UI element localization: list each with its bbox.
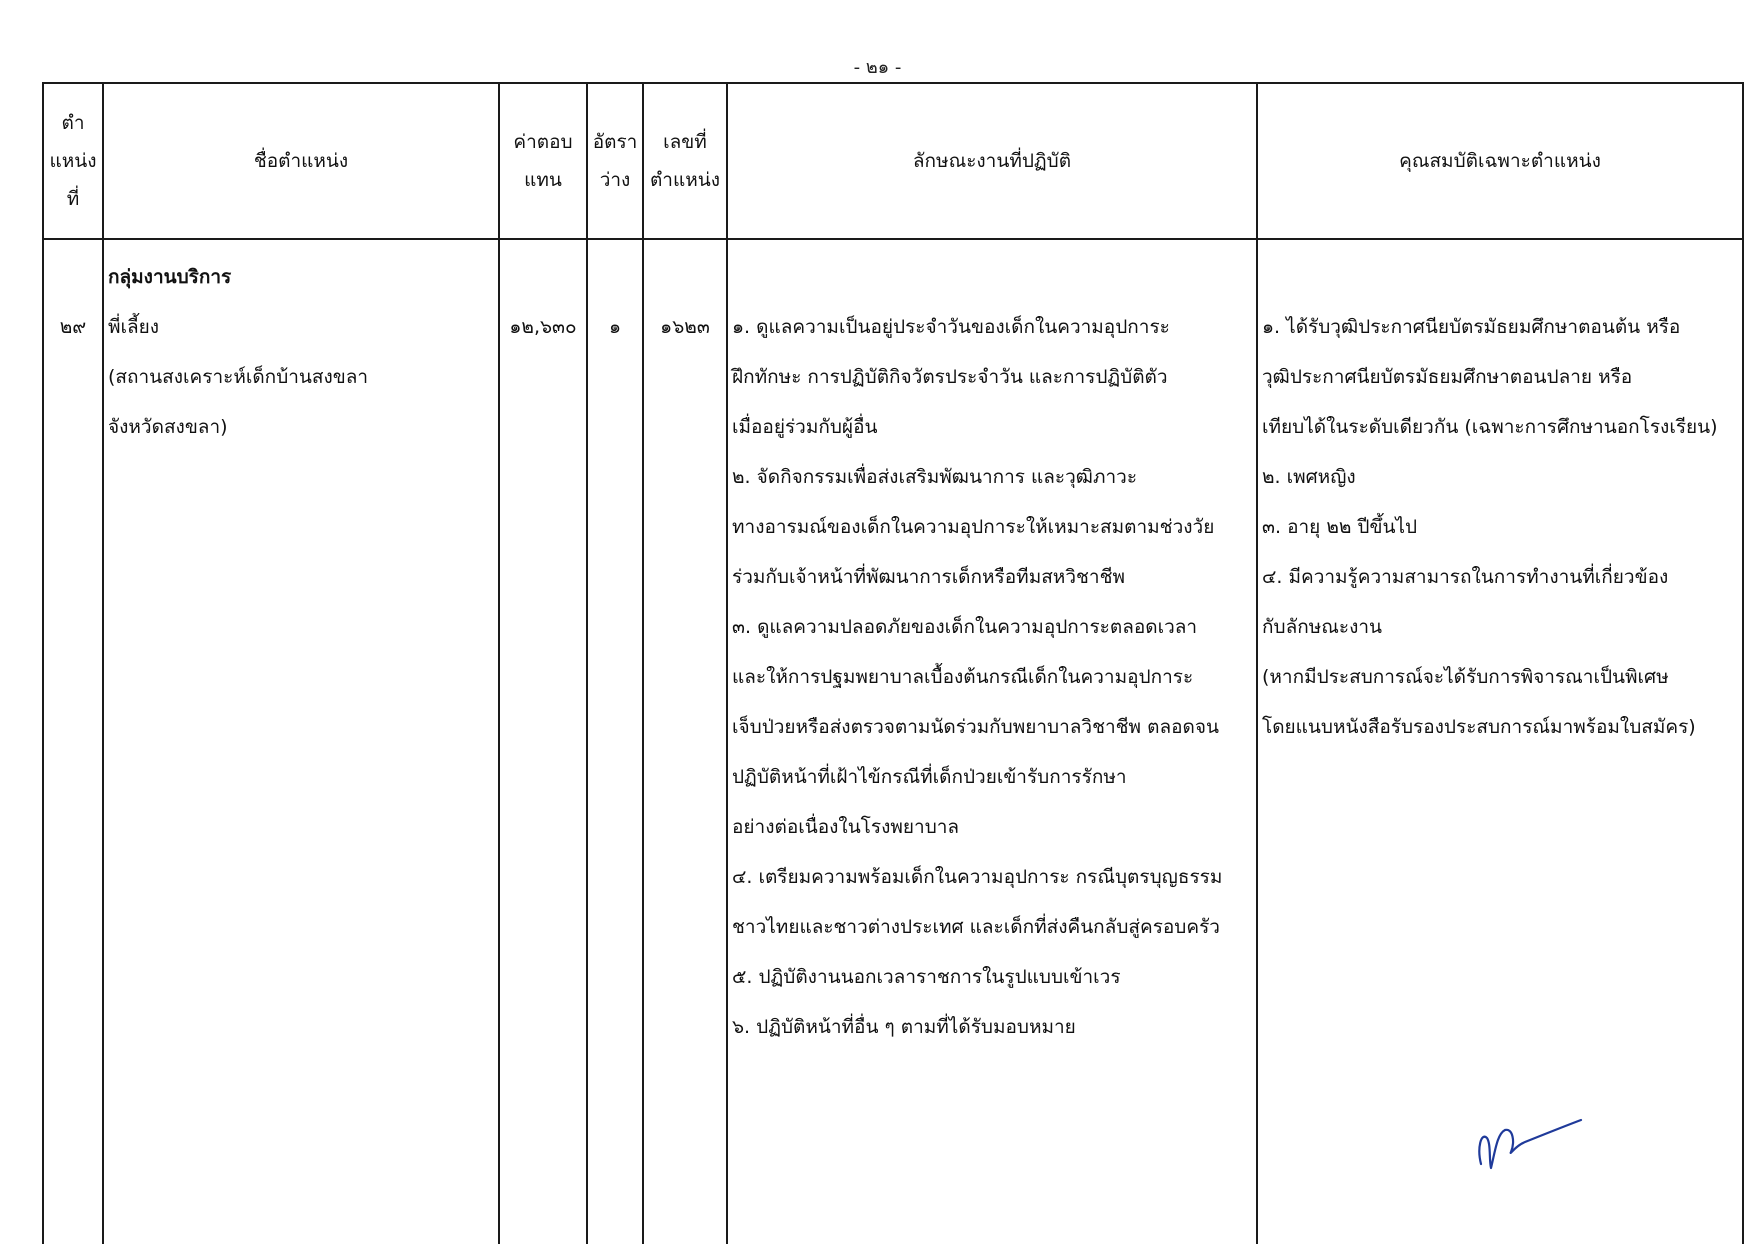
- position-id: ๑๖๒๓: [660, 316, 710, 338]
- cell-pay: [499, 239, 587, 1244]
- header-row: [43, 83, 1743, 239]
- cell-position-name: [103, 239, 499, 1244]
- duty-line: และให้การปฐมพยาบาลเบื้องต้นกรณีเด็กในความอุปการะ: [732, 666, 1194, 688]
- position-name: พี่เลี้ยง: [108, 316, 160, 338]
- qualification-line: (หากมีประสบการณ์จะได้รับการพิจารณาเป็นพิเศษ: [1262, 666, 1669, 688]
- duty-line: ปฏิบัติหน้าที่เฝ้าไข้กรณีที่เด็กป่วยเข้ารับการรักษา: [732, 766, 1127, 788]
- qualification-line: เทียบได้ในระดับเดียวกัน (เฉพาะการศึกษานอกโรงเรียน): [1262, 416, 1718, 438]
- header-pay: ค่าตอบ แทน: [499, 83, 587, 239]
- position-no: ๒๙: [59, 316, 87, 338]
- qualification-line: โดยแนบหนังสือรับรองประสบการณ์มาพร้อมใบสมัคร): [1262, 716, 1696, 738]
- duty-line: ๕. ปฏิบัติงานนอกเวลาราชการในรูปแบบเข้าเวร: [732, 966, 1121, 988]
- header-vacancies: อัตรา ว่าง: [587, 83, 643, 239]
- page-number: - ๒๑ -: [853, 57, 902, 78]
- positions-table: [42, 82, 1744, 1244]
- cell-position-id: [643, 239, 727, 1244]
- cell-position-no: [43, 239, 103, 1244]
- qualification-line: วุฒิประกาศนียบัตรมัธยมศึกษาตอนปลาย หรือ: [1262, 366, 1633, 388]
- position-location: (สถานสงเคราะห์เด็กบ้านสงขลา: [108, 366, 369, 388]
- qualification-line: ๔. มีความรู้ความสามารถในการทำงานที่เกี่ยวข้อง: [1262, 566, 1669, 588]
- duty-line: เมื่ออยู่ร่วมกับผู้อื่น: [732, 416, 878, 438]
- duty-line: ทางอารมณ์ของเด็กในความอุปการะให้เหมาะสมตามช่วงวัย: [732, 516, 1215, 538]
- qualification-line: กับลักษณะงาน: [1262, 616, 1383, 638]
- header-position-name: ชื่อตำแหน่ง: [103, 83, 499, 239]
- handwritten-signature: [1475, 1112, 1585, 1172]
- header-qualifications: คุณสมบัติเฉพาะตำแหน่ง: [1257, 83, 1743, 239]
- header-position-id: เลขที่ ตำแหน่ง: [643, 83, 727, 239]
- duty-line: ๖. ปฏิบัติหน้าที่อื่น ๆ ตามที่ได้รับมอบหมาย: [732, 1016, 1076, 1038]
- qualification-line: ๒. เพศหญิง: [1262, 466, 1356, 488]
- cell-duties: [727, 239, 1257, 1244]
- pay-amount: ๑๒,๖๓๐: [509, 316, 577, 338]
- duty-line: ชาวไทยและชาวต่างประเทศ และเด็กที่ส่งคืนกลับสู่ครอบครัว: [732, 916, 1220, 938]
- table-row: [43, 239, 1743, 1244]
- header-duties: ลักษณะงานที่ปฏิบัติ: [727, 83, 1257, 239]
- header-position-no: ตำ แหน่ง ที่: [43, 83, 103, 239]
- duty-line: เจ็บป่วยหรือส่งตรวจตามนัดร่วมกับพยาบาลวิชาชีพ ตลอดจน: [732, 716, 1219, 738]
- duty-line: ๔. เตรียมความพร้อมเด็กในความอุปการะ กรณีบุตรบุญธรรม: [732, 866, 1223, 888]
- duty-line: ฝึกทักษะ การปฏิบัติกิจวัตรประจำวัน และการปฏิบัติตัว: [732, 366, 1168, 388]
- duty-line: อย่างต่อเนื่องในโรงพยาบาล: [732, 816, 960, 838]
- cell-qualifications: [1257, 239, 1743, 1244]
- duty-line: ๑. ดูแลความเป็นอยู่ประจำวันของเด็กในความอุปการะ: [732, 316, 1170, 338]
- position-province: จังหวัดสงขลา): [108, 416, 228, 438]
- cell-vacancies: [587, 239, 643, 1244]
- duty-line: ๓. ดูแลความปลอดภัยของเด็กในความอุปการะตลอดเวลา: [732, 616, 1198, 638]
- duty-line: ร่วมกับเจ้าหน้าที่พัฒนาการเด็กหรือทีมสหวิชาชีพ: [732, 566, 1125, 588]
- vacancy-count: ๑: [608, 316, 622, 338]
- qualification-line: ๑. ได้รับวุฒิประกาศนียบัตรมัธยมศึกษาตอนต้น หรือ: [1262, 316, 1681, 338]
- qualification-line: ๓. อายุ ๒๒ ปีขึ้นไป: [1262, 516, 1418, 538]
- group-title: กลุ่มงานบริการ: [108, 266, 232, 288]
- duty-line: ๒. จัดกิจกรรมเพื่อส่งเสริมพัฒนาการ และวุฒิภาวะ: [732, 466, 1138, 488]
